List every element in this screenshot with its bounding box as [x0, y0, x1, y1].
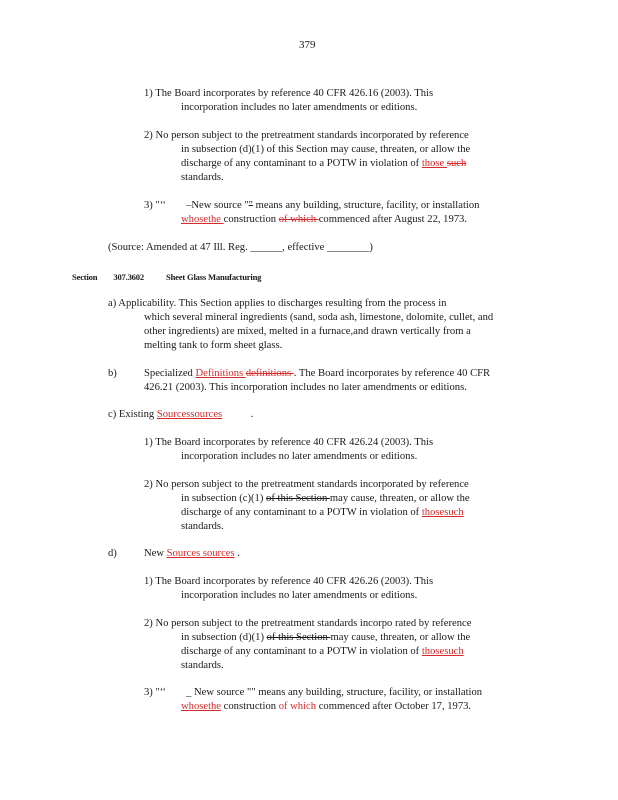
- d3-line-1-text: _ New source "" means any building, structure, facility, or installation: [186, 687, 483, 698]
- b-label: b): [108, 368, 117, 379]
- c2-line-1: 2) No person subject to the pretreatment standards incorporated by reference: [144, 479, 469, 490]
- deleted-text: definitions: [245, 368, 294, 379]
- d3-line-1: [144, 687, 482, 699]
- s2-line-1: 2) No person subject to the pretreatment standards incorporated by reference: [144, 130, 469, 141]
- deleted-text: of which: [278, 214, 319, 225]
- c2-line-2-rest: may cause, threaten, or allow the: [329, 493, 470, 504]
- s2-line-3: [181, 158, 466, 170]
- s3-line-1: [144, 200, 479, 212]
- d3-line-2-rest: commenced after October 17, 1973.: [316, 701, 472, 712]
- d3-line-1-number: 3) "‘‘: [144, 687, 167, 698]
- s3-line-1-number: 3) "‘‘: [144, 200, 167, 211]
- inserted-text: those: [421, 158, 447, 169]
- s3-line-2: [181, 214, 467, 226]
- d3-line-2: [181, 701, 471, 713]
- d1-line-1: 1) The Board incorporates by reference 40 CFR 426.26 (2003). This: [144, 576, 434, 587]
- d2-line-2: [181, 632, 470, 644]
- c2-line-2: [181, 493, 470, 505]
- inserted-text: whosethe: [181, 701, 222, 712]
- a-line-2: which several mineral ingredients (sand, soda ash, limestone, dolomite, cullet, and: [144, 312, 494, 323]
- s2-line-4: standards.: [181, 172, 224, 183]
- s3-line-2-text: construction: [223, 214, 279, 225]
- c2-line-3-text: discharge of any contaminant to a POTW in violation of: [181, 507, 422, 518]
- inserted-text: whosethe: [181, 214, 224, 225]
- b-line-2: 426.21 (2003). This incorporation includes no later amendments or editions.: [144, 382, 467, 393]
- b-line-1: [144, 368, 490, 380]
- c2-line-2-text: in subsection (c)(1): [181, 493, 267, 504]
- inserted-text: thosesuch: [421, 646, 464, 657]
- s2-line-2: in subsection (d)(1) of this Section may cause, threaten, or allow the: [181, 144, 471, 155]
- d3-line-2-text: construction: [221, 701, 279, 712]
- deleted-text: of this Section: [266, 632, 331, 643]
- a-line-4: melting tank to form sheet glass.: [144, 340, 283, 351]
- section-label: Section: [72, 272, 98, 282]
- b-line-1-text: Specialized: [144, 368, 196, 379]
- d2-line-2-rest: may cause, threaten, or allow the: [330, 632, 471, 643]
- inserted-text: thosesuch: [421, 507, 464, 518]
- d-label: d): [108, 548, 117, 559]
- c1-line-1: 1) The Board incorporates by reference 40 CFR 426.24 (2003). This: [144, 437, 434, 448]
- c-line-1-rest: .: [248, 409, 254, 420]
- d2-line-4: standards.: [181, 660, 224, 671]
- c-line-1-text: c) Existing: [108, 409, 157, 420]
- inserted-text: of which: [278, 701, 317, 712]
- d2-line-3-text: discharge of any contaminant to a POTW in violation of: [181, 646, 422, 657]
- deleted-text: of this Section: [266, 493, 330, 504]
- c1-line-2: incorporation includes no later amendments or editions.: [181, 451, 418, 462]
- deleted-text: ": [248, 200, 253, 211]
- d-line-1: [144, 548, 240, 560]
- deleted-text: such: [446, 158, 467, 169]
- inserted-text: Sources sources: [166, 548, 235, 559]
- page-number: 379: [299, 39, 316, 51]
- inserted-text: Definitions: [195, 368, 246, 379]
- a-line-3: other ingredients) are mixed, melted in a furnace,and drawn vertically from a: [144, 326, 471, 337]
- s3-line-1-rest: means any building, structure, facility, or installation: [252, 200, 480, 211]
- b-line-1-rest: . The Board incorporates by reference 40 CFR: [293, 368, 491, 379]
- section-heading: [72, 271, 261, 283]
- s2-line-3-text: discharge of any contaminant to a POTW in violation of: [181, 158, 422, 169]
- s3-line-1-text: –New source ": [186, 200, 249, 211]
- section-title: Sheet Glass Manufacturing: [165, 272, 262, 282]
- s1-line-1: 1) The Board incorporates by reference 40 CFR 426.16 (2003). This: [144, 88, 434, 99]
- d2-line-2-text: in subsection (d)(1): [181, 632, 267, 643]
- d2-line-1: 2) No person subject to the pretreatment standards incorpo rated by reference: [144, 618, 472, 629]
- section-number: 307.3602: [113, 272, 144, 282]
- s1-line-2: incorporation includes no later amendments or editions.: [181, 102, 418, 113]
- d-line-1-text: New: [144, 548, 167, 559]
- d-line-1-rest: .: [234, 548, 240, 559]
- inserted-text: Sourcessources: [156, 409, 223, 420]
- c2-line-4: standards.: [181, 521, 224, 532]
- source-note: (Source: Amended at 47 Ill. Reg. ______, effective ________): [108, 242, 373, 253]
- c2-line-3: [181, 507, 464, 519]
- d2-line-3: [181, 646, 464, 658]
- a-line-1: a) Applicability. This Section applies to discharges resulting from the process in: [108, 298, 447, 309]
- s3-line-2-rest: commenced after August 22, 1973.: [318, 214, 467, 225]
- c-line-1: [108, 409, 253, 421]
- d1-line-2: incorporation includes no later amendments or editions.: [181, 590, 418, 601]
